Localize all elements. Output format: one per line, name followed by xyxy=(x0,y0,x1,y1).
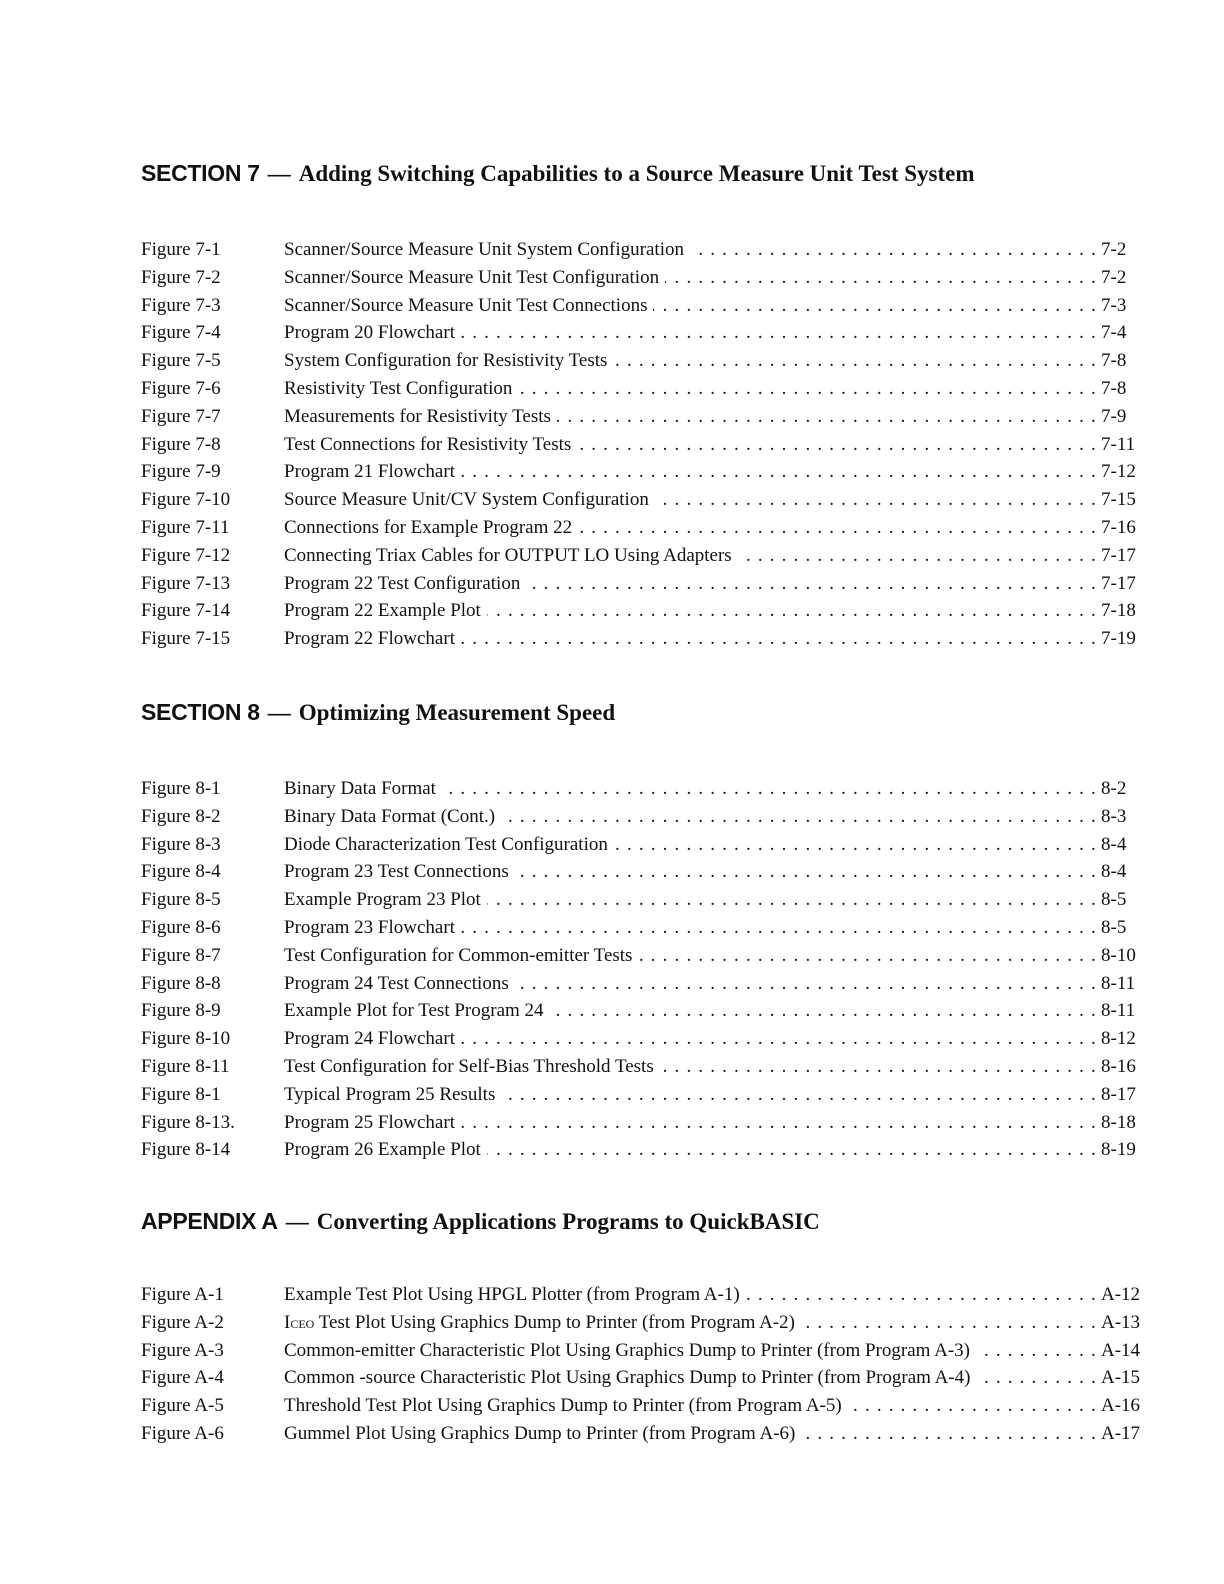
figure-page-number: 7-8 xyxy=(1101,350,1127,372)
figure-title xyxy=(284,236,1099,264)
figure-title xyxy=(284,775,1099,803)
figure-title-text: Example Test Plot Using HPGL Plotter (from Program A-1) xyxy=(284,1284,746,1305)
figure-title-text: Program 22 Flowchart xyxy=(284,628,461,649)
figure-page-number: 7-2 xyxy=(1101,239,1127,260)
figure-label: Figure 7-2 xyxy=(141,266,221,288)
section-heading xyxy=(141,1205,1161,1237)
figure-title xyxy=(284,347,1099,375)
figure-page-number: A-13 xyxy=(1101,1311,1141,1333)
figure-title-text: Program 23 Test Connections xyxy=(284,861,515,882)
figure-label: Figure A-3 xyxy=(141,1339,224,1361)
figure-title xyxy=(284,1053,1099,1081)
figure-title-text: Example Plot for Test Program 24 xyxy=(284,1000,550,1021)
figure-page-number: 8-5 xyxy=(1101,916,1127,938)
figure-title-text: Program 21 Flowchart xyxy=(284,461,461,482)
figure-title-text: Example Program 23 Plot xyxy=(284,889,487,910)
figure-title xyxy=(284,831,1099,859)
figure-entry xyxy=(141,1392,1161,1420)
figure-page-number: 8-12 xyxy=(1101,1028,1136,1050)
figure-label: Figure 8-4 xyxy=(141,861,221,883)
figure-title xyxy=(284,1281,1099,1309)
figure-title-text: Diode Characterization Test Configuration xyxy=(284,834,614,855)
figure-page-number: 7-17 xyxy=(1101,544,1136,566)
figure-title-text: Program 22 Example Plot xyxy=(284,600,487,621)
figure-title-text: Measurements for Resistivity Tests xyxy=(284,406,557,427)
figure-title-text: Program 24 Flowchart xyxy=(284,1028,461,1049)
figure-label: Figure A-4 xyxy=(141,1367,224,1389)
figure-entry xyxy=(141,236,1161,264)
section-dash: — xyxy=(267,161,291,186)
figure-title xyxy=(284,375,1099,403)
figure-title-text: Program 25 Flowchart xyxy=(284,1112,461,1133)
figure-title-text: Scanner/Source Measure Unit Test Configuration xyxy=(284,267,665,288)
figure-entry xyxy=(141,1364,1161,1392)
figure-entry xyxy=(141,264,1161,292)
figure-label: Figure A-6 xyxy=(141,1422,224,1444)
figure-page-number: 8-18 xyxy=(1101,1111,1136,1133)
figure-page-number: 7-19 xyxy=(1101,628,1136,650)
figure-title-text: System Configuration for Resistivity Tests xyxy=(284,350,613,371)
figure-entry xyxy=(141,775,1161,803)
figure-page-number: 8-11 xyxy=(1101,972,1136,994)
figure-page-number: 7-17 xyxy=(1101,572,1136,594)
figure-title-text: Program 26 Example Plot xyxy=(284,1139,487,1160)
figure-page-number: 8-2 xyxy=(1101,778,1127,799)
figure-title xyxy=(284,942,1099,970)
figure-entry xyxy=(141,997,1161,1025)
figure-entry xyxy=(141,375,1161,403)
section-title: Optimizing Measurement Speed xyxy=(298,700,616,725)
figure-page-number: 8-3 xyxy=(1101,805,1127,827)
figure-title xyxy=(284,458,1099,486)
figure-entry xyxy=(141,803,1161,831)
figure-entry xyxy=(141,347,1161,375)
section-label: SECTION 7 xyxy=(141,160,260,186)
figure-entry xyxy=(141,1025,1161,1053)
figure-entry xyxy=(141,914,1161,942)
figure-title-text: Binary Data Format (Cont.) xyxy=(284,806,501,827)
figure-label: Figure 7-13 xyxy=(141,572,231,594)
figure-page-number: 8-4 xyxy=(1101,861,1127,883)
figure-title xyxy=(284,1392,1099,1420)
title-prefix: I xyxy=(284,1311,291,1333)
figure-label: Figure 8-14 xyxy=(141,1139,231,1161)
figure-page-number: 7-18 xyxy=(1101,600,1136,622)
figure-label: Figure 8-8 xyxy=(141,972,221,994)
figure-title-text: Typical Program 25 Results xyxy=(284,1084,501,1105)
figure-entry xyxy=(141,431,1161,459)
figure-entry xyxy=(141,1337,1161,1365)
figure-page-number: 7-8 xyxy=(1101,377,1127,399)
section-dash: — xyxy=(267,700,291,725)
section-label: APPENDIX A xyxy=(141,1208,278,1234)
figure-title-text: Connections for Example Program 22 xyxy=(284,517,578,538)
figure-title-text: Test Connections for Resistivity Tests xyxy=(284,434,577,455)
figure-title-text: Scanner/Source Measure Unit System Configuration xyxy=(284,239,690,260)
figure-title xyxy=(284,1025,1099,1053)
figure-title xyxy=(284,403,1099,431)
figure-title xyxy=(284,886,1099,914)
figure-label: Figure 7-6 xyxy=(141,377,221,399)
figure-title-text: Program 23 Flowchart xyxy=(284,917,461,938)
figure-page-number: 7-16 xyxy=(1101,516,1136,538)
figure-page-number: 7-11 xyxy=(1101,433,1136,455)
figure-entry xyxy=(141,1420,1161,1448)
figure-title-text: Program 20 Flowchart xyxy=(284,322,461,343)
figure-title-text: Common-emitter Characteristic Plot Using Graphics Dump to Printer (from Program A-3) xyxy=(284,1340,976,1361)
figure-label: Figure A-2 xyxy=(141,1311,224,1333)
figure-label: Figure 7-1 xyxy=(141,239,221,260)
figure-page-number: 8-5 xyxy=(1101,889,1127,911)
section-label: SECTION 8 xyxy=(141,699,260,725)
figure-entry xyxy=(141,570,1161,598)
figure-title xyxy=(284,570,1099,598)
figure-list xyxy=(141,1281,1161,1448)
figure-label: Figure 8-3 xyxy=(141,833,221,855)
figure-entry xyxy=(141,1053,1161,1081)
figure-entry xyxy=(141,319,1161,347)
figure-page-number: 7-12 xyxy=(1101,461,1136,483)
figure-title-text: Test Configuration for Common-emitter Tests xyxy=(284,945,638,966)
figure-title xyxy=(284,1081,1099,1109)
figure-entry xyxy=(141,542,1161,570)
figure-label: Figure 7-8 xyxy=(141,433,221,455)
figure-page-number: 7-15 xyxy=(1101,489,1136,511)
figure-entry xyxy=(141,597,1161,625)
figure-entry xyxy=(141,1309,1161,1337)
figure-entry xyxy=(141,514,1161,542)
figure-label: Figure 7-9 xyxy=(141,461,221,483)
figure-entry xyxy=(141,858,1161,886)
figure-page-number: A-15 xyxy=(1101,1367,1141,1389)
figure-title xyxy=(284,486,1099,514)
figure-label: Figure 8-13. xyxy=(141,1111,235,1133)
figure-title-text: Gummel Plot Using Graphics Dump to Printer (from Program A-6) xyxy=(284,1423,801,1444)
figure-title-text: Resistivity Test Configuration xyxy=(284,378,518,399)
figure-title xyxy=(284,514,1099,542)
figure-entry xyxy=(141,1109,1161,1137)
figure-title xyxy=(284,1309,1099,1337)
figure-page-number: 8-19 xyxy=(1101,1139,1136,1161)
figure-title-text xyxy=(284,1312,801,1333)
section-7 xyxy=(141,157,1161,653)
figure-entry xyxy=(141,625,1161,653)
figure-title-text: Scanner/Source Measure Unit Test Connections xyxy=(284,295,653,316)
figure-label: Figure A-5 xyxy=(141,1395,224,1417)
figure-title-text: Test Configuration for Self-Bias Threshold Tests xyxy=(284,1056,660,1077)
figure-title-text: Source Measure Unit/CV System Configuration xyxy=(284,489,655,510)
figure-page-number: 7-2 xyxy=(1101,266,1127,288)
figure-title xyxy=(284,319,1099,347)
figure-page-number: 7-4 xyxy=(1101,322,1127,344)
figure-title xyxy=(284,1136,1099,1164)
figure-label: Figure 7-5 xyxy=(141,350,221,372)
figure-page-number: A-12 xyxy=(1101,1284,1141,1305)
figure-title-text: Threshold Test Plot Using Graphics Dump to Printer (from Program A-5) xyxy=(284,1395,848,1416)
figure-label: Figure 8-9 xyxy=(141,1000,221,1022)
figure-label: Figure 7-3 xyxy=(141,294,221,316)
figure-entry xyxy=(141,886,1161,914)
appendix-a xyxy=(141,1205,1161,1448)
figure-title xyxy=(284,1364,1099,1392)
figure-label: Figure 8-5 xyxy=(141,889,221,911)
figure-entry xyxy=(141,458,1161,486)
figure-title xyxy=(284,803,1099,831)
section-heading xyxy=(141,157,1161,189)
figure-label: Figure 7-7 xyxy=(141,405,221,427)
figure-entry xyxy=(141,1281,1161,1309)
figure-label: Figure 7-10 xyxy=(141,489,231,511)
figure-label: Figure 8-2 xyxy=(141,805,221,827)
figure-entry xyxy=(141,1136,1161,1164)
figure-label: Figure 8-7 xyxy=(141,944,221,966)
section-title: Adding Switching Capabilities to a Source Measure Unit Test System xyxy=(298,161,975,186)
figure-title xyxy=(284,597,1099,625)
section-dash: — xyxy=(285,1209,309,1234)
figure-entry xyxy=(141,970,1161,998)
figure-label: Figure 7-14 xyxy=(141,600,231,622)
section-title: Converting Applications Programs to QuickBASIC xyxy=(316,1209,820,1234)
figure-title-text: Connecting Triax Cables for OUTPUT LO Using Adapters xyxy=(284,545,738,566)
figure-label: Figure 8-10 xyxy=(141,1028,231,1050)
figure-label: Figure 7-4 xyxy=(141,322,221,344)
figure-label: Figure 7-12 xyxy=(141,544,231,566)
figure-page-number: 8-17 xyxy=(1101,1083,1136,1105)
figure-entry xyxy=(141,831,1161,859)
figure-label: Figure 7-15 xyxy=(141,628,231,650)
figure-page-number: 8-16 xyxy=(1101,1055,1136,1077)
figure-page-number: 7-9 xyxy=(1101,405,1127,427)
figure-entry xyxy=(141,942,1161,970)
figure-title xyxy=(284,625,1099,653)
figure-page-number: 8-10 xyxy=(1101,944,1136,966)
figure-page-number: 8-11 xyxy=(1101,1000,1136,1022)
figure-title xyxy=(284,1420,1099,1448)
figure-page-number: A-14 xyxy=(1101,1339,1141,1361)
figure-list xyxy=(141,775,1161,1164)
section-8 xyxy=(141,696,1161,1164)
figure-entry xyxy=(141,486,1161,514)
figure-label: Figure 8-6 xyxy=(141,916,221,938)
figure-label: Figure 8-11 xyxy=(141,1055,230,1077)
figure-label: Figure A-1 xyxy=(141,1284,224,1305)
section-heading xyxy=(141,696,1161,728)
figure-entry xyxy=(141,403,1161,431)
figure-label: Figure 8-1 xyxy=(141,778,221,799)
title-subscript: CEO xyxy=(290,1316,315,1331)
figure-entry xyxy=(141,292,1161,320)
figure-title-text: Program 22 Test Configuration xyxy=(284,573,526,594)
figure-list xyxy=(141,236,1161,653)
title-rest: Test Plot Using Graphics Dump to Printer (from Program A-2) xyxy=(314,1311,795,1333)
figure-title-text: Binary Data Format xyxy=(284,778,442,799)
figure-title xyxy=(284,1109,1099,1137)
figure-title-text: Common -source Characteristic Plot Using Graphics Dump to Printer (from Program A-4) xyxy=(284,1367,977,1388)
figure-title xyxy=(284,431,1099,459)
figure-title xyxy=(284,264,1099,292)
figure-title xyxy=(284,1337,1099,1365)
figure-title xyxy=(284,997,1099,1025)
figure-title xyxy=(284,292,1099,320)
figure-page-number: 7-3 xyxy=(1101,294,1127,316)
figure-title-text: Program 24 Test Connections xyxy=(284,973,515,994)
figure-page-number: A-17 xyxy=(1101,1422,1141,1444)
figure-label: Figure 8-1 xyxy=(141,1083,221,1105)
figure-entry xyxy=(141,1081,1161,1109)
figure-title xyxy=(284,542,1099,570)
figure-page-number: 8-4 xyxy=(1101,833,1127,855)
figure-label: Figure 7-11 xyxy=(141,516,230,538)
figure-title xyxy=(284,858,1099,886)
figure-title xyxy=(284,970,1099,998)
figure-page-number: A-16 xyxy=(1101,1395,1141,1417)
figure-title xyxy=(284,914,1099,942)
